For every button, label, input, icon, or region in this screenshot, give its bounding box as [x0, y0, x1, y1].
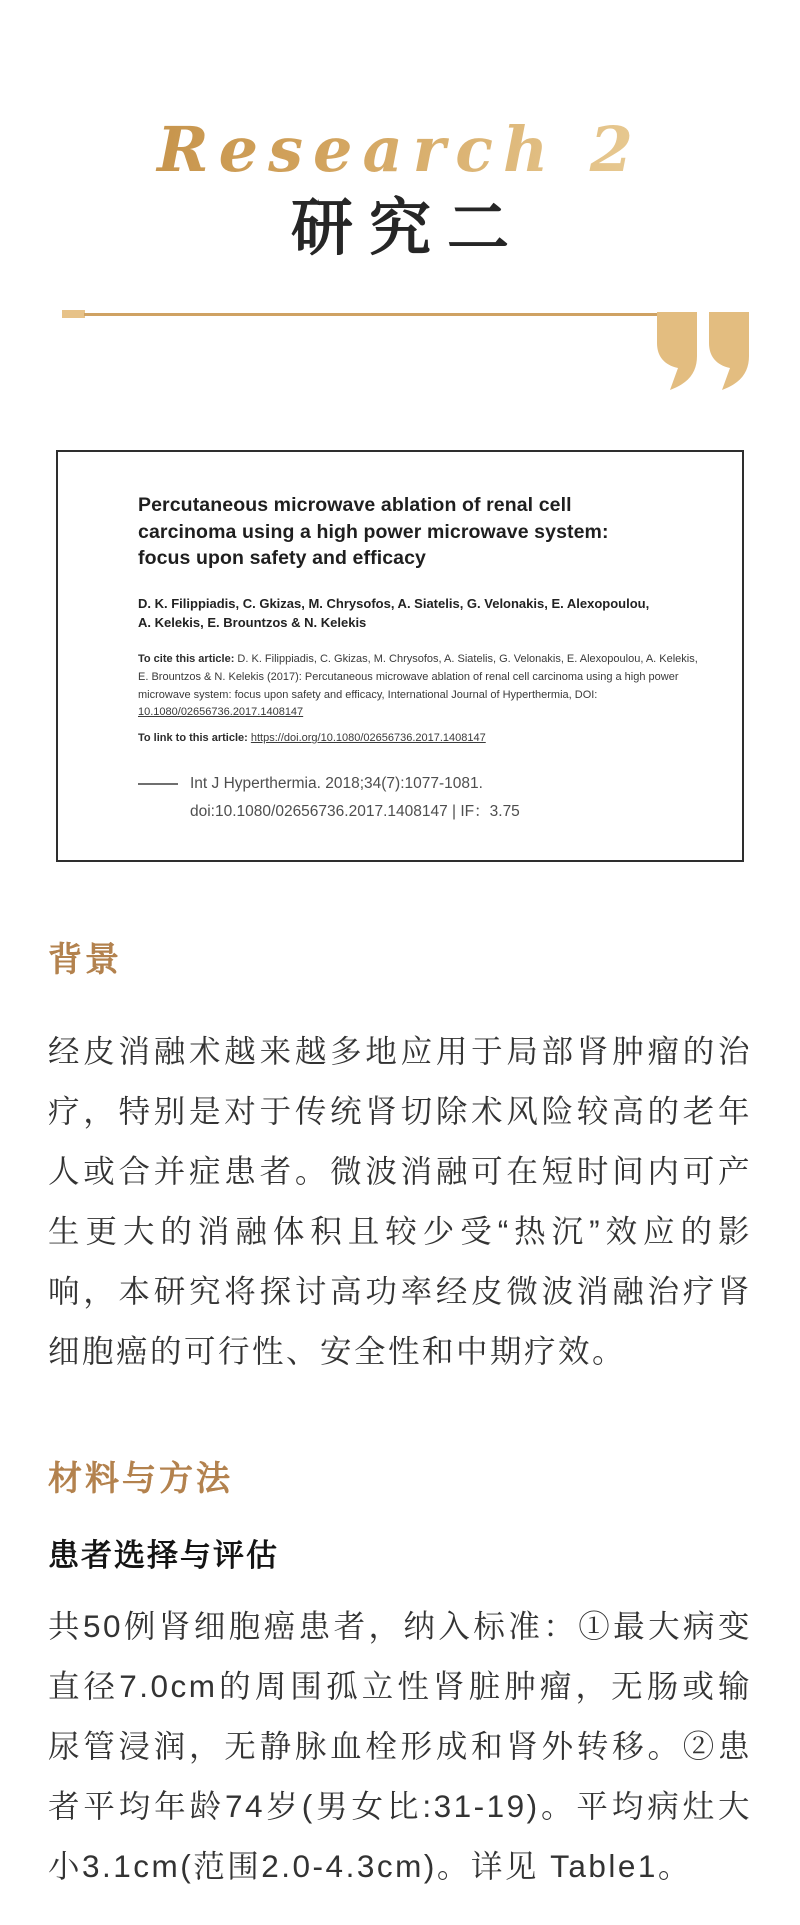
journal-line: Int J Hyperthermia. 2018;34(7):1077-1081. — [190, 775, 483, 793]
paper-title: Percutaneous microwave ablation of renal cell carcinoma using a high power microwave system: focus upon safety and efficacy — [138, 494, 609, 570]
doi-if-line: doi:10.1080/02656736.2017.1408147 | IF：3.75 — [190, 803, 520, 821]
background-paragraph: 经皮消融术越来越多地应用于局部肾肿瘤的治疗，特别是对于传统肾切除术风险较高的老年人或合并症患者。微波消融可在短时间内可产生更大的消融体积且较少受“热沉”效应的影响，本研究将探讨高功率经皮微波消融治疗肾细胞癌的可行性、安全性和中期疗效。 — [48, 1032, 752, 1369]
page-header — [0, 0, 800, 265]
section-heading-background: 背景 — [48, 939, 122, 980]
methods-paragraph: 共50例肾细胞癌患者，纳入标准：①最大病变直径7.0cm的周围孤立性肾脏肿瘤，无肠或输尿管浸润，无静脉血栓形成和肾外转移。②患者平均年龄74岁(男女比:31-19)。平均病灶大小3.1cm(范围2.0-4.3cm)。详见 Table1。 — [48, 1607, 752, 1884]
cite-doi-link[interactable]: 10.1080/02656736.2017.1408147 — [138, 706, 304, 719]
article-url-link[interactable]: https://doi.org/10.1080/02656736.2017.1408147 — [250, 732, 486, 745]
cite-block — [138, 651, 700, 722]
closing-quotes-icon — [657, 312, 749, 395]
cite-label: To cite this article: — [138, 652, 235, 665]
paper-authors: D. K. Filippiadis, C. Gkizas, M. Chrysofos, A. Siatelis, G. Velonakis, E. Alexopoulou, A. Kelekis, E. Brountzos & N. Kelekis — [138, 595, 650, 631]
em-dash — [138, 783, 178, 785]
section-heading-methods: 材料与方法 — [48, 1458, 233, 1499]
link-block — [138, 732, 700, 744]
header-script-title: Research 2 — [0, 116, 800, 184]
link-label: To link to this article: — [138, 732, 248, 745]
subsection-heading-patient-selection: 患者选择与评估 — [48, 1537, 279, 1573]
journal-reference — [138, 770, 718, 826]
paper-citation-card — [56, 450, 744, 862]
page-title: 研究二 — [290, 191, 525, 265]
divider-line — [84, 313, 657, 316]
divider-cap — [62, 310, 85, 318]
gold-divider — [0, 310, 800, 392]
cite-text: D. K. Filippiadis, C. Gkizas, M. Chrysofos, A. Siatelis, G. Velonakis, E. Alexopoulou, A. Kelekis, E. Brountzos & N. Kelekis (2017): Percutaneous microwave ablation of renal cell carcinoma using a high power microwave system: focus upon safety and efficacy, International Journal of Hyperthermia, DOI: — [138, 652, 698, 701]
